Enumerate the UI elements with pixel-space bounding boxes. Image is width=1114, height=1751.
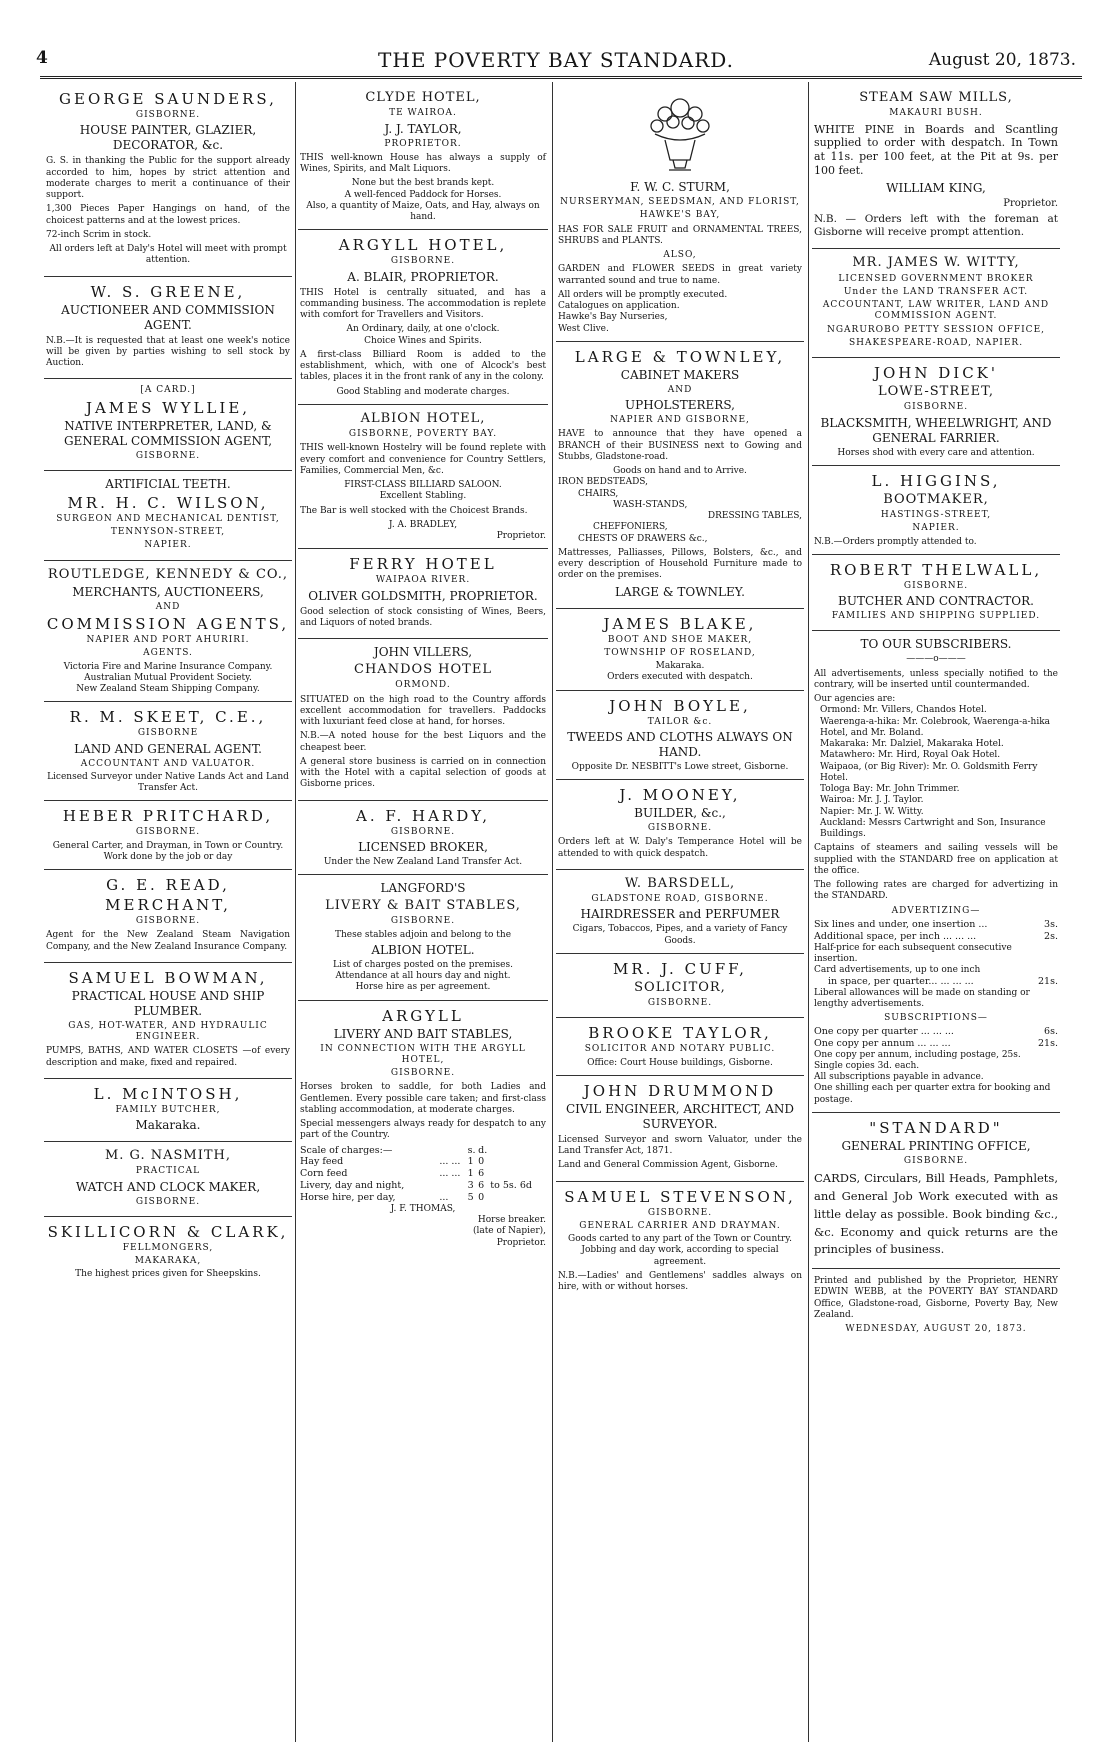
ad-name: JOHN BOYLE, [609,696,751,715]
notice-title: TO OUR SUBSCRIBERS. [860,637,1012,652]
ad-hardy [298,801,548,876]
rate-row: in space, per quarter... ... ... ... 21s. [828,976,1058,988]
ad-name: LANGFORD'S [380,881,466,895]
ad-trade: CABINET MAKERS [620,367,740,382]
ad-body: G. S. in thanking the Public for the support already accorded to him, hopes by strict attention and moderate charges to merit a continuance of their support. [46,156,290,200]
ad-witty [812,249,1060,358]
ad-place: GISBORNE. [390,256,456,267]
ad-trade: WATCH AND CLOCK MAKER, [75,1179,261,1194]
rate-note: One copy per annum, including postage, 25s. [814,1049,1021,1060]
ad-body: PUMPS, BATHS, AND WATER CLOSETS —of every description and make, fixed and repaired. [46,1046,290,1068]
ad-name: A. F. HARDY, [356,806,490,825]
ad-owner: WILLIAM KING, [886,180,986,195]
ad-place: TE WAIROA. [389,108,457,119]
ad-body: Horses broken to saddle, for both Ladies and Gentlemen. Every possible care taken; and first-class stabling accommodation, at moderate charges. [300,1082,546,1115]
issue-date: August 20, 1873. [928,50,1076,70]
ad-thelwall [812,555,1060,632]
ad-body: Under the New Zealand Land Transfer Act. [323,856,523,867]
ad-name: ROBERT THELWALL, [829,560,1043,579]
ad-body: Orders left at W. Daly's Temperance Hotel will be attended to with quick despatch. [558,837,802,859]
ad-pritchard [44,801,292,870]
ad-place: GISBORNE. [135,827,201,838]
ad-body: 1,300 Pieces Paper Hangings on hand, of the choicest patterns and at the lowest prices. [46,204,290,226]
ad-street: HASTINGS-STREET, [880,510,992,520]
ad-name: R. M. SKEET, C.E., [69,708,267,727]
list-item: Waerenga-a-hika: Mr. Colebrook, Waerenga-a-hika Hotel, and Mr. Boland. [820,716,1051,738]
ad-line: A well-fenced Paddock for Horses. [344,189,502,200]
list-item: Matawhero: Mr. Hird, Royal Oak Hotel. [820,750,1001,761]
imprint-body: Printed and published by the Proprietor, HENRY EDWIN WEBB, at the POVERTY BAY STANDARD Office, Gladstone-road, Gisborne, Poverty Bay, New Zealand. [814,1276,1058,1320]
ad-name: F. W. C. STURM, [630,180,730,194]
ad-body: Horses shod with every care and attention. [837,447,1035,458]
ad-line: Good Stabling and moderate charges. [336,386,510,397]
ad-name: LARGE & TOWNLEY, [574,347,786,366]
flower-vase-icon [635,90,725,176]
column-1 [44,84,292,1740]
ad-trade: ACCOUNTANT AND VALUATOR. [80,758,256,769]
ad-name: MR. H. C. WILSON, [67,493,269,512]
column-divider [552,82,553,1742]
ad-address: Opposite Dr. NESBITT's Lowe street, Gisborne. [571,761,789,772]
ad-large-townley [556,342,804,609]
ad-place: GLADSTONE ROAD, GISBORNE. [591,894,769,904]
advertizing-heading: ADVERTIZING— [891,905,981,916]
page-number: 4 [36,48,48,68]
ad-note: N.B.—Orders promptly attended to. [814,536,977,547]
ad-trade: CIVIL ENGINEER, ARCHITECT, AND SURVEYOR. [565,1101,795,1131]
ad-body: Goods carted to any part of the Town or Country. [568,1234,792,1244]
ad-skillicorn [44,1217,292,1287]
ad-place: NAPIER AND PORT AHURIRI. [86,635,250,645]
agencies-list [814,705,1058,840]
ad-line: List of charges posted on the premises. [333,959,513,970]
ad-body: Cigars, Tobaccos, Pipes, and a variety of Fancy Goods. [572,924,788,946]
ad-owner: J. F. THOMAS, [390,1203,456,1214]
ad-trade: SOLICITOR, [634,979,726,995]
ad-trade: NURSERYMAN, SEEDSMAN, AND FLORIST, [560,197,800,207]
ad-trade: PRACTICAL HOUSE AND SHIP PLUMBER. [71,988,265,1018]
ad-note: N.B.—A noted house for the best Liquors and the cheapest beer. [300,731,546,753]
ad-line: An Ordinary, daily, at one o'clock. [346,324,500,335]
ad-name: ALBION HOTEL, [360,410,486,426]
ad-place: GISBORNE. [135,450,201,461]
table-row: Horse hire, per day, ... 5 0 [300,1192,485,1203]
ad-body: SITUATED on the high road to the Country affords excellent accommodation for travellers. Paddocks with luxuriant feed close at hand, for horses. [300,694,546,727]
ad-hotel: ALBION HOTEL. [371,942,475,957]
ad-trade: BLACKSMITH, WHEELWRIGHT, AND GENERAL FARRIER. [820,415,1052,445]
ad-name: HEBER PRITCHARD, [62,807,274,826]
notice-subscribers [812,631,1060,1113]
ad-and: AND [155,601,181,612]
masthead-rule [40,76,1082,79]
ad-owner: J. A. BRADLEY, [388,519,458,530]
ad-stevenson [556,1182,804,1303]
ad-name: SAMUEL BOWMAN, [68,968,268,987]
ad-name: CLYDE HOTEL, [365,90,481,105]
ad-place: GISBORNE. [390,916,456,927]
ad-line: Horse hire as per agreement. [355,982,491,993]
ad-body: TWEEDS AND CLOTHS ALWAYS ON HAND. [567,729,793,759]
ad-note: N.B. — Orders left with the foreman at Gisborne will receive prompt attention. [814,213,1058,239]
ad-saunders [44,84,292,277]
ad-name: FERRY HOTEL [349,555,497,574]
ad-line: None but the best brands kept. [351,178,495,189]
ad-line: FIRST-CLASS BILLIARD SALOON. [344,480,502,490]
column-divider [295,82,296,1742]
imprint [812,1269,1060,1343]
column-3 [556,84,804,1740]
ad-place: NAPIER. [144,540,192,551]
ad-body: Licensed Surveyor and sworn Valuator, under the Land Transfer Act, 1871. [558,1134,802,1156]
ad-brooke [556,1018,804,1076]
ad-trade: NATIVE INTERPRETER, LAND, & GENERAL COMMISSION AGENT, [63,418,273,448]
list-item: Wairoa: Mr. J. J. Taylor. [820,795,924,806]
list-item: Makaraka: Mr. Dalziel, Makaraka Hotel. [820,739,1004,749]
ad-steam-saw-mills [812,84,1060,249]
ad-trade: LAND AND GENERAL AGENT. [74,741,262,756]
column-divider [808,82,809,1742]
ad-place: GISBORNE. [647,823,713,833]
ad-place: MAKARAKA, [134,1256,202,1266]
ad-body: THIS well-known Hostelry will be found replete with every comfort and convenience for Country Settlers, Families, Commercial Men, &c. [300,443,546,476]
ad-item: CHAIRS, [578,488,619,499]
ad-place: GISBORNE, POVERTY BAY. [348,429,498,439]
agencies-label: Our agencies are: [814,694,896,704]
ad-line: Excellent Stabling. [379,491,467,502]
charges-label: Scale of charges:— [300,1144,393,1156]
list-item: Tologa Bay: Mr. John Trimmer. [820,784,960,794]
rate-note: All subscriptions payable in advance. [814,1072,984,1083]
ad-trade: MERCHANT, [105,896,231,914]
ad-body: HAIRDRESSER and PERFUMER [580,907,780,922]
ad-trade: GENERAL CARRIER AND DRAYMAN. [579,1220,781,1231]
ad-place: GISBORNE. [135,1196,201,1207]
column-4 [812,84,1060,1740]
ad-name: M. G. NASMITH, [104,1148,232,1163]
ad-printing-office [812,1113,1060,1269]
ad-trade: SOLICITOR AND NOTARY PUBLIC. [584,1044,776,1055]
ad-trade: BOOT AND SHOE MAKER, [607,634,753,645]
ad-body: Good selection of stock consisting of Wines, Beers, and Liquors of noted brands. [300,606,546,628]
ad-place: MAKAURI BUSH. [889,108,983,119]
ad-line: Choice Wines and Spirits. [364,335,482,346]
ad-name: JOHN DICK' [873,364,999,382]
ad-place: ORMOND. [395,680,451,691]
ad-mooney [556,780,804,870]
ad-line: Hawke's Bay Nurseries, [558,312,668,323]
ad-place: Makaraka. [655,661,705,671]
list-item: Auckland: Messrs Cartwright and Son, Insurance Buildings. [820,817,1046,839]
ad-langford [298,875,548,1001]
ad-office: NGARUROBO PETTY SESSION OFFICE, [826,324,1046,335]
table-row: Corn feed ... ... 1 6 [300,1168,485,1180]
ad-clyde [298,84,548,230]
ad-villers [298,639,548,801]
ad-role: Horse breaker. [477,1215,546,1226]
ad-body: CARDS, Circulars, Bill Heads, Pamphlets, and General Job Work executed with as little delay as possible. Book binding &c., &c. Economy and quick returns are the principles of business. [814,1171,1058,1257]
ad-body: Mattresses, Palliasses, Pillows, Bolsters, &c., and every description of Household Furniture made to order on the premises. [558,547,802,581]
ad-body: A general store business is carried on in connection with the Hotel with a capital selection of goods at Gisborne prices. [300,756,546,790]
ad-place: HAWKE'S BAY, [639,210,721,221]
ad-trade: UPHOLSTERERS, [625,398,735,412]
ad-skeet [44,702,292,801]
ad-signature: LARGE & TOWNLEY. [615,584,745,599]
ad-read [44,870,292,963]
list-item: Waipaoa, (or Big River): Mr. O. Goldsmith Ferry Hotel. [820,761,1038,783]
subscriptions-heading: SUBSCRIPTIONS— [884,1012,988,1023]
list-item: Ormond: Mr. Villers, Chandos Hotel. [820,705,987,716]
rate-row: One copy per annum ... ... ... 21s. [814,1037,1058,1049]
ad-trade: BUTCHER AND CONTRACTOR. [838,594,1034,608]
ad-place: GISBORNE. [135,110,201,120]
ad-place: Makaraka. [135,1118,201,1132]
ad-item: CHESTS OF DRAWERS &c., [578,533,708,544]
ad-bowman [44,963,292,1079]
ad-name: SKILLICORN & CLARK, [47,1222,289,1241]
ad-ferry [298,549,548,639]
ad-body: HAVE to announce that they have opened a BRANCH of their BUSINESS next to Gowing and Stubbs, Gladstone-road. [558,429,802,462]
ad-name: ARGYLL [382,1006,464,1025]
ad-trade: LIVERY & BAIT STABLES, [325,898,521,913]
ad-name: W. S. GREENE, [90,282,246,301]
ad-body: THIS Hotel is centrally situated, and has a commanding business. The accommodation is replete with comfort for Travellers and Visitors. [300,287,546,320]
ad-trade: GENERAL PRINTING OFFICE, [841,1138,1031,1153]
ad-trade: AUCTIONEER AND COMMISSION AGENT. [61,302,275,332]
rate-note: One shilling each per quarter extra for booking and postage. [814,1083,1051,1105]
ad-name: L. McINTOSH, [93,1084,243,1103]
ad-trade: COMMISSION AGENTS, [46,615,290,633]
ad-name: BROOKE TAYLOR, [588,1024,772,1043]
ad-heading: ARTIFICIAL TEETH. [105,476,231,491]
ad-agent: Australian Mutual Provident Society. [84,672,252,683]
rates-intro: The following rates are charged for advertizing in the STANDARD. [814,880,1058,902]
ad-trade: GAS, HOT-WATER, AND HYDRAULIC ENGINEER. [68,1020,268,1042]
ad-and: AND [667,384,693,395]
ad-owner: OLIVER GOLDSMITH, PROPRIETOR. [308,588,538,603]
ad-agent: Victoria Fire and Marine Insurance Company. [63,661,273,672]
ad-name: JOHN VILLERS, [373,645,473,659]
ad-role: (late of Napier), [472,1226,546,1237]
ad-line: All orders will be promptly executed. [558,289,728,300]
notice-body: Captains of steamers and sailing vessels will be supplied with the STANDARD free on application at the office. [814,843,1058,876]
ad-place: NAPIER AND GISBORNE, [610,415,750,425]
imprint-date: WEDNESDAY, AUGUST 20, 1873. [845,1324,1027,1335]
column-2 [298,84,548,1740]
ad-place: GISBORNE. [135,916,201,926]
ad-name: ROUTLEDGE, KENNEDY & CO., [47,566,289,582]
ad-name: JAMES BLAKE, [603,614,757,633]
ad-name: GEORGE SAUNDERS, [59,90,277,108]
ad-street: LOWE-STREET, [877,384,994,399]
ad-trade: PRACTICAL [135,1166,201,1177]
table-row: Livery, day and night, 3 6 to 5s. 6d [300,1180,532,1192]
ad-place: TOWNSHIP OF ROSELAND, [604,647,756,658]
ad-trade: FELLMONGERS, [122,1242,214,1253]
ad-place: GISBORNE. [647,1207,713,1218]
ad-line: Catalogues on application. [558,301,680,311]
ad-name: MR. JAMES W. WITTY, [852,255,1020,271]
ad-place: GISBORNE. [903,402,969,413]
ad-body: Special messengers always ready for despatch to any part of the Country. [300,1119,546,1141]
ad-name: G. E. READ, [106,876,230,894]
ad-name: ARGYLL HOTEL, [338,236,508,255]
ad-role: Proprietor. [496,531,546,541]
ad-connection: IN CONNECTION WITH THE ARGYLL HOTEL, [320,1043,526,1065]
rate-row: One copy per quarter ... ... ... 6s. [814,1025,1058,1037]
ad-name: J. MOONEY, [619,786,741,804]
ad-body: All orders left at Daly's Hotel will meet with prompt attention. [49,244,287,266]
ad-agent: New Zealand Steam Shipping Company. [76,684,260,694]
ad-body: The Bar is well stocked with the Choicest Brands. [300,505,528,516]
ad-body: 72-inch Scrim in stock. [46,229,152,240]
ad-argyll-hotel [298,230,548,405]
ad-name: L. HIGGINS, [871,471,1001,490]
ad-body: THIS well-known House has always a supply of Wines, Spirits, and Malt Liquors. [300,152,546,174]
rate-note: Card advertisements, up to one inch [814,965,981,975]
charges-col-s: s. [467,1144,476,1156]
ad-body: FAMILIES AND SHIPPING SUPPLIED. [831,611,1041,621]
rate-note: Liberal allowances will be made on standing or lengthy advertisements. [814,988,1030,1010]
ad-mcintosh [44,1079,292,1142]
ad-item: CHEFFONIERS, [593,522,668,533]
ad-name: "STANDARD" [869,1118,1003,1137]
ad-routledge [44,561,292,703]
ad-place: NAPIER. [912,523,960,534]
ad-body: Land and General Commission Agent, Gisborne. [558,1160,778,1171]
ad-dick [812,358,1060,466]
notice-body: All advertisements, unless specially notified to the contrary, will be inserted until countermanded. [814,668,1058,690]
ad-name: JOHN DRUMMOND [583,1081,777,1100]
ad-card: [A CARD.] [140,385,196,396]
ad-place: GISBORNE. [647,998,713,1008]
ad-argyll-stables [298,1001,548,1255]
ad-role: PROPRIETOR. [384,138,462,149]
rate-row: Six lines and under, one insertion ... 3s. [814,918,1058,930]
ad-trade: LIVERY AND BAIT STABLES, [333,1026,513,1041]
ad-name: SAMUEL STEVENSON, [564,1187,796,1206]
ad-role: Proprietor. [1003,197,1058,209]
ad-place: GISBORNE [137,728,199,739]
ad-sturm [556,84,804,342]
ad-place: GISBORNE. [390,826,456,837]
ad-hotel: CHANDOS HOTEL [354,662,492,677]
table-row: Hay feed ... ... 1 0 [300,1156,485,1168]
ad-albion [298,405,548,550]
ad-cuff [556,954,804,1019]
ad-body: HAS FOR SALE FRUIT and ORNAMENTAL TREES, SHRUBS and PLANTS. [558,224,802,246]
ad-line: West Clive. [558,323,609,334]
ad-name: MR. J. CUFF, [613,959,747,978]
ad-trade: BOOTMAKER, [883,491,989,507]
ad-owner: A. BLAIR, PROPRIETOR. [347,269,499,284]
ad-item: IRON BEDSTEADS, [558,477,649,488]
ad-nasmith [44,1142,292,1217]
ad-body: These stables adjoin and belong to the [334,929,512,940]
ad-boyle [556,691,804,781]
ad-item: WASH-STANDS, [613,499,688,510]
ad-greene [44,277,292,380]
ad-agents-label: AGENTS. [143,648,193,659]
ad-owner: J. J. TAYLOR, [384,121,462,136]
ad-name: STEAM SAW MILLS, [859,90,1013,105]
ad-line: Also, a quantity of Maize, Oats, and Hay, always on hand. [306,200,540,222]
ad-note: N.B.—Ladies' and Gentlemens' saddles always on hire, with or without horses. [558,1270,802,1292]
masthead [30,46,1082,74]
ad-place: GISBORNE. [903,1155,969,1166]
charges-col-d: d. [478,1144,488,1156]
notice-separator: ———o——— [906,654,966,665]
ad-body: General Carter, and Drayman, in Town or Country. [52,840,284,851]
ad-body: A first-class Billiard Room is added to the establishment, which, with one of Alcock's best tables, places it in the front rank of any in the colony. [300,349,546,383]
ad-barsdell [556,870,804,954]
ad-trade: LICENSED BROKER, [358,839,488,854]
ad-trade: BUILDER, &c., [634,806,726,820]
ad-trade: TAILOR &c. [647,716,713,727]
ad-body: The highest prices given for Sheepskins. [75,1269,261,1280]
ad-body: Agent for the New Zealand Steam Navigation Company, and the New Zealand Insurance Company. [46,930,290,952]
ad-item: DRESSING TABLES, [707,511,802,521]
ad-name: W. BARSDELL, [624,875,736,891]
ad-also: ALSO, [663,250,697,260]
ad-role: Proprietor. [496,1237,546,1248]
rate-row: Additional space, per inch ... ... ... 2s. [814,930,1058,942]
ad-trade: ACCOUNTANT, LAW WRITER, LAND AND COMMISSION AGENT. [822,300,1050,322]
list-item: Napier: Mr. J. W. Witty. [820,806,924,817]
ad-body: Work done by the job or day [103,851,233,862]
ad-trade: Under the LAND TRANSFER ACT. [843,286,1029,297]
ad-body: Orders executed with despatch. [607,672,753,683]
ad-place: SHAKESPEARE-ROAD, NAPIER. [848,337,1024,348]
ad-wilson [44,471,292,561]
ad-place: WAIPAOA RIVER. [375,575,471,586]
ad-body: Office: Court House buildings, Gisborne. [587,1057,773,1068]
ad-place: GISBORNE. [903,580,969,591]
ad-place: GISBORNE. [390,1068,456,1078]
ad-trade: FAMILY BUTCHER, [115,1104,221,1115]
charges-table [300,1145,546,1204]
ad-line: Goods on hand and to Arrive. [613,466,747,476]
ad-trade: SURGEON AND MECHANICAL DENTIST, [56,513,280,524]
ad-trade: HOUSE PAINTER, GLAZIER, DECORATOR, &c. [79,123,257,153]
newspaper-title: THE POVERTY BAY STANDARD. [378,48,734,72]
ad-body: N.B.—It is requested that at least one week's notice will be given by parties wishing to sell stock by Auction. [46,335,290,368]
ad-line: Attendance at all hours day and night. [335,971,511,981]
ad-drummond [556,1076,804,1182]
ad-street: TENNYSON-STREET, [110,527,226,537]
rate-note: Single copies 3d. each. [814,1060,920,1071]
rate-note: Half-price for each subsequent consecutive insertion. [814,942,1012,964]
ad-trade: MERCHANTS, AUCTIONEERS, [72,584,264,599]
ad-wyllie [44,379,292,471]
ad-blake [556,609,804,691]
ad-higgins [812,466,1060,555]
ad-body: GARDEN and FLOWER SEEDS in great variety warranted sound and true to name. [558,264,802,286]
ad-trade: LICENSED GOVERNMENT BROKER [838,273,1034,284]
ad-name: JAMES WYLLIE, [85,398,251,417]
ad-body: Jobbing and day work, according to special agreement. [581,1245,779,1267]
ad-body: WHITE PINE in Boards and Scantling supplied to order with despatch. In Town at 11s. per 100 feet, at the Pit at 9s. per 100 feet. [814,122,1058,177]
ad-body: Licensed Surveyor under Native Lands Act and Land Transfer Act. [47,771,289,793]
